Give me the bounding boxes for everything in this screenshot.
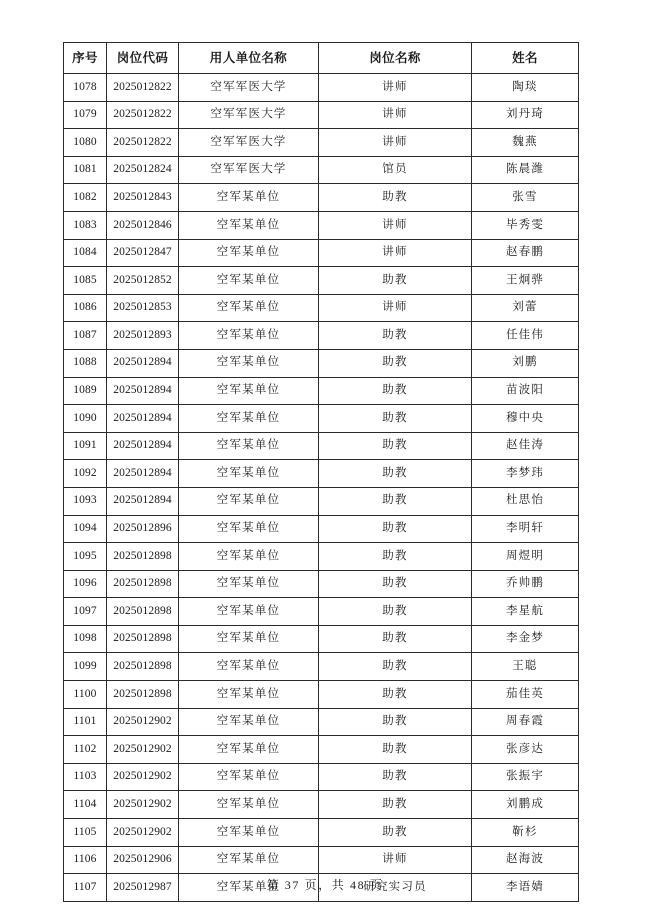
cell-seq: 1101 — [64, 708, 107, 736]
table-row — [64, 846, 579, 874]
cell-post: 助教 — [319, 543, 472, 571]
cell-code: 2025012898 — [107, 543, 179, 571]
cell-post: 助教 — [319, 819, 472, 847]
cell-post: 助教 — [319, 515, 472, 543]
cell-seq: 1097 — [64, 598, 107, 626]
cell-name: 魏燕 — [472, 129, 579, 157]
cell-name: 杜思怡 — [472, 487, 579, 515]
cell-unit: 空军某单位 — [179, 405, 319, 433]
cell-post: 助教 — [319, 322, 472, 350]
table-row — [64, 129, 579, 157]
cell-seq: 1079 — [64, 101, 107, 129]
cell-post: 助教 — [319, 791, 472, 819]
cell-name: 张彦达 — [472, 736, 579, 764]
cell-code: 2025012906 — [107, 846, 179, 874]
cell-code: 2025012898 — [107, 681, 179, 709]
cell-name: 任佳伟 — [472, 322, 579, 350]
cell-unit: 空军某单位 — [179, 322, 319, 350]
cell-post: 助教 — [319, 736, 472, 764]
cell-code: 2025012822 — [107, 129, 179, 157]
cell-code: 2025012902 — [107, 736, 179, 764]
cell-seq: 1082 — [64, 184, 107, 212]
cell-code: 2025012894 — [107, 487, 179, 515]
cell-name: 王炯骅 — [472, 267, 579, 295]
roster-table — [63, 42, 579, 902]
cell-post: 助教 — [319, 570, 472, 598]
table-row — [64, 487, 579, 515]
cell-unit: 空军某单位 — [179, 211, 319, 239]
cell-name: 李金梦 — [472, 625, 579, 653]
cell-name: 李梦玮 — [472, 460, 579, 488]
cell-seq: 1105 — [64, 819, 107, 847]
cell-name: 赵海波 — [472, 846, 579, 874]
cell-code: 2025012898 — [107, 570, 179, 598]
cell-seq: 1100 — [64, 681, 107, 709]
cell-post: 助教 — [319, 653, 472, 681]
cell-unit: 空军某单位 — [179, 487, 319, 515]
table-header — [64, 43, 579, 74]
cell-post: 助教 — [319, 267, 472, 295]
cell-name: 赵佳涛 — [472, 432, 579, 460]
cell-name: 李星航 — [472, 598, 579, 626]
cell-code: 2025012852 — [107, 267, 179, 295]
table-row — [64, 791, 579, 819]
cell-unit: 空军某单位 — [179, 598, 319, 626]
cell-unit: 空军某单位 — [179, 377, 319, 405]
column-header-code: 岗位代码 — [107, 43, 179, 74]
cell-post: 助教 — [319, 487, 472, 515]
table-row — [64, 653, 579, 681]
table-row — [64, 156, 579, 184]
cell-code: 2025012902 — [107, 763, 179, 791]
cell-post: 助教 — [319, 460, 472, 488]
cell-unit: 空军某单位 — [179, 267, 319, 295]
cell-code: 2025012894 — [107, 377, 179, 405]
cell-seq: 1092 — [64, 460, 107, 488]
cell-unit: 空军军医大学 — [179, 74, 319, 102]
table-header-row — [64, 43, 579, 74]
cell-unit: 空军军医大学 — [179, 129, 319, 157]
cell-unit: 空军军医大学 — [179, 101, 319, 129]
cell-code: 2025012894 — [107, 432, 179, 460]
cell-seq: 1085 — [64, 267, 107, 295]
cell-unit: 空军某单位 — [179, 681, 319, 709]
cell-name: 刘丹琦 — [472, 101, 579, 129]
cell-post: 助教 — [319, 625, 472, 653]
cell-unit: 空军某单位 — [179, 653, 319, 681]
page-footer: 第 37 页，共 48 页 — [266, 878, 384, 892]
cell-post: 研究实习员 — [319, 874, 472, 902]
cell-name: 毕秀雯 — [472, 211, 579, 239]
column-header-post: 岗位名称 — [319, 43, 472, 74]
table-row — [64, 598, 579, 626]
table-row — [64, 377, 579, 405]
cell-seq: 1096 — [64, 570, 107, 598]
cell-post: 讲师 — [319, 74, 472, 102]
cell-name: 茄佳英 — [472, 681, 579, 709]
cell-name: 王聪 — [472, 653, 579, 681]
cell-name: 张振宇 — [472, 763, 579, 791]
table-row — [64, 239, 579, 267]
cell-seq: 1102 — [64, 736, 107, 764]
table-row — [64, 708, 579, 736]
cell-seq: 1104 — [64, 791, 107, 819]
table-row — [64, 763, 579, 791]
table-row — [64, 294, 579, 322]
cell-post: 助教 — [319, 432, 472, 460]
cell-post: 助教 — [319, 598, 472, 626]
cell-unit: 空军某单位 — [179, 294, 319, 322]
cell-name: 周春霞 — [472, 708, 579, 736]
table-row — [64, 405, 579, 433]
cell-code: 2025012822 — [107, 101, 179, 129]
cell-seq: 1095 — [64, 543, 107, 571]
table-row — [64, 322, 579, 350]
table-row — [64, 681, 579, 709]
cell-name: 赵春鹏 — [472, 239, 579, 267]
cell-code: 2025012893 — [107, 322, 179, 350]
cell-unit: 空军某单位 — [179, 570, 319, 598]
cell-seq: 1089 — [64, 377, 107, 405]
cell-code: 2025012987 — [107, 874, 179, 902]
cell-unit: 空军某单位 — [179, 791, 319, 819]
table-row — [64, 543, 579, 571]
cell-name: 刘蕾 — [472, 294, 579, 322]
cell-post: 助教 — [319, 708, 472, 736]
column-header-seq: 序号 — [64, 43, 107, 74]
cell-unit: 空军某单位 — [179, 349, 319, 377]
cell-seq: 1107 — [64, 874, 107, 902]
cell-post: 讲师 — [319, 239, 472, 267]
cell-unit: 空军某单位 — [179, 708, 319, 736]
table-row — [64, 267, 579, 295]
cell-code: 2025012902 — [107, 819, 179, 847]
table-row — [64, 184, 579, 212]
cell-post: 助教 — [319, 349, 472, 377]
cell-code: 2025012894 — [107, 460, 179, 488]
cell-name: 张雪 — [472, 184, 579, 212]
cell-post: 讲师 — [319, 129, 472, 157]
table-row — [64, 211, 579, 239]
table-row — [64, 819, 579, 847]
table-body — [64, 74, 579, 902]
cell-code: 2025012824 — [107, 156, 179, 184]
cell-name: 李明轩 — [472, 515, 579, 543]
roster-table-container — [63, 42, 578, 902]
cell-seq: 1093 — [64, 487, 107, 515]
cell-seq: 1087 — [64, 322, 107, 350]
cell-seq: 1078 — [64, 74, 107, 102]
table-row — [64, 349, 579, 377]
cell-seq: 1103 — [64, 763, 107, 791]
cell-code: 2025012846 — [107, 211, 179, 239]
column-header-name: 姓名 — [472, 43, 579, 74]
cell-unit: 空军某单位 — [179, 736, 319, 764]
cell-seq: 1084 — [64, 239, 107, 267]
cell-unit: 空军某单位 — [179, 846, 319, 874]
table-row — [64, 515, 579, 543]
cell-name: 穆中央 — [472, 405, 579, 433]
cell-unit: 空军某单位 — [179, 819, 319, 847]
cell-unit: 空军军医大学 — [179, 156, 319, 184]
cell-code: 2025012894 — [107, 349, 179, 377]
cell-seq: 1083 — [64, 211, 107, 239]
cell-name: 陶琰 — [472, 74, 579, 102]
cell-name: 苗波阳 — [472, 377, 579, 405]
cell-seq: 1088 — [64, 349, 107, 377]
cell-code: 2025012898 — [107, 653, 179, 681]
cell-unit: 空军某单位 — [179, 184, 319, 212]
column-header-unit: 用人单位名称 — [179, 43, 319, 74]
table-row — [64, 460, 579, 488]
cell-unit: 空军某单位 — [179, 239, 319, 267]
cell-seq: 1081 — [64, 156, 107, 184]
cell-post: 讲师 — [319, 846, 472, 874]
cell-post: 讲师 — [319, 101, 472, 129]
table-row — [64, 432, 579, 460]
cell-post: 讲师 — [319, 211, 472, 239]
cell-post: 助教 — [319, 763, 472, 791]
cell-name: 周煜明 — [472, 543, 579, 571]
cell-post: 助教 — [319, 405, 472, 433]
cell-code: 2025012894 — [107, 405, 179, 433]
cell-post: 助教 — [319, 184, 472, 212]
cell-seq: 1098 — [64, 625, 107, 653]
cell-code: 2025012843 — [107, 184, 179, 212]
cell-post: 助教 — [319, 377, 472, 405]
table-row — [64, 625, 579, 653]
cell-code: 2025012902 — [107, 791, 179, 819]
table-row — [64, 101, 579, 129]
cell-seq: 1086 — [64, 294, 107, 322]
cell-seq: 1090 — [64, 405, 107, 433]
cell-unit: 空军某单位 — [179, 543, 319, 571]
cell-seq: 1094 — [64, 515, 107, 543]
cell-name: 乔帅鹏 — [472, 570, 579, 598]
cell-code: 2025012898 — [107, 598, 179, 626]
cell-unit: 空军某单位 — [179, 460, 319, 488]
cell-code: 2025012896 — [107, 515, 179, 543]
cell-seq: 1106 — [64, 846, 107, 874]
cell-unit: 空军某单位 — [179, 515, 319, 543]
cell-code: 2025012822 — [107, 74, 179, 102]
cell-name: 刘鹏 — [472, 349, 579, 377]
cell-post: 馆员 — [319, 156, 472, 184]
cell-code: 2025012847 — [107, 239, 179, 267]
cell-unit: 空军某单位 — [179, 432, 319, 460]
cell-name: 靳杉 — [472, 819, 579, 847]
table-row — [64, 570, 579, 598]
cell-unit: 空军某单位 — [179, 874, 319, 902]
cell-name: 陈晨潍 — [472, 156, 579, 184]
cell-post: 讲师 — [319, 294, 472, 322]
table-row — [64, 736, 579, 764]
cell-seq: 1099 — [64, 653, 107, 681]
cell-post: 助教 — [319, 681, 472, 709]
cell-seq: 1080 — [64, 129, 107, 157]
cell-name: 李语婧 — [472, 874, 579, 902]
cell-code: 2025012853 — [107, 294, 179, 322]
cell-code: 2025012898 — [107, 625, 179, 653]
table-row — [64, 74, 579, 102]
cell-unit: 空军某单位 — [179, 763, 319, 791]
cell-unit: 空军某单位 — [179, 625, 319, 653]
cell-name: 刘鹏成 — [472, 791, 579, 819]
cell-code: 2025012902 — [107, 708, 179, 736]
cell-seq: 1091 — [64, 432, 107, 460]
